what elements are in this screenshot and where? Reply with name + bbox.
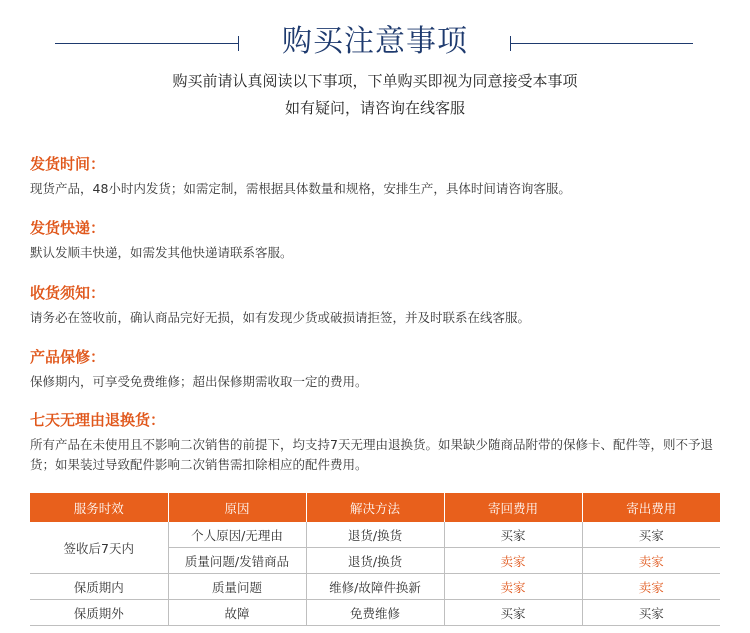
table-cell-period: 保质期外 (30, 600, 168, 626)
table-cell-ship-fee: 卖家 (582, 548, 720, 574)
section-text: 保修期内，可享受免费维修；超出保修期需收取一定的费用。 (30, 374, 368, 389)
section-title: 产品保修： (30, 348, 106, 366)
table-row (30, 600, 720, 626)
table-cell-ship-fee: 买家 (582, 600, 720, 626)
table-cell-ship-fee: 卖家 (582, 574, 720, 600)
section-title: 收货须知： (30, 284, 106, 302)
section-text: 请务必在签收前，确认商品完好无损，如有发现少货或破损请拒签，并及时联系在线客服。 (30, 310, 531, 325)
table-cell-solution: 维修/故障件换新 (306, 574, 444, 600)
table-cell-period: 保质期内 (30, 574, 168, 600)
section-shipping-time (30, 153, 730, 199)
subtitle-line-2: 如有疑问，请咨询在线客服 (284, 99, 465, 117)
table-cell-reason: 故障 (168, 600, 306, 626)
title-divider-right (510, 43, 693, 44)
section-warranty (30, 346, 730, 392)
table-cell-return-fee: 买家 (444, 522, 582, 548)
header-return-fee: 寄回费用 (444, 493, 582, 522)
table-cell-return-fee: 卖家 (444, 574, 582, 600)
section-title: 发货快递： (30, 219, 106, 237)
section-text: 现货产品，48小时内发货；如需定制，需根据具体数量和规格，安排生产，具体时间请咨询客服。 (30, 181, 571, 196)
subtitle-line-1: 购买前请认真阅读以下事项，下单购买即视为同意接受本事项 (172, 72, 578, 90)
header-service-period: 服务时效 (30, 493, 168, 522)
section-text: 所有产品在未使用且不影响二次销售的前提下，均支持7天无理由退换货。如果缺少随商品附带的保修卡、配件等，则不予退货；如果装过导致配件影响二次销售需扣除相应的配件费用。 (30, 437, 713, 472)
section-courier (30, 217, 730, 263)
table-cell-period: 签收后7天内 (30, 522, 168, 574)
page-title: 购买注意事项 (282, 24, 468, 59)
table-row (30, 574, 720, 600)
header-reason: 原因 (168, 493, 306, 522)
section-returns (30, 409, 730, 475)
section-text: 默认发顺丰快递，如需发其他快递请联系客服。 (30, 245, 293, 260)
table-cell-return-fee: 买家 (444, 600, 582, 626)
table-cell-return-fee: 卖家 (444, 548, 582, 574)
section-title: 发货时间： (30, 155, 106, 173)
table-cell-reason: 质量问题 (168, 574, 306, 600)
table-cell-ship-fee: 买家 (582, 522, 720, 548)
table-cell-solution: 免费维修 (306, 600, 444, 626)
section-receiving (30, 282, 730, 328)
table-header-row (30, 493, 720, 522)
header-ship-fee: 寄出费用 (582, 493, 720, 522)
section-title: 七天无理由退换货： (30, 411, 166, 429)
page-header (0, 0, 750, 130)
table-cell-solution: 退货/换货 (306, 522, 444, 548)
table-row (30, 522, 720, 548)
table-cell-reason: 个人原因/无理由 (168, 522, 306, 548)
table-cell-reason: 质量问题/发错商品 (168, 548, 306, 574)
header-solution: 解决方法 (306, 493, 444, 522)
service-table (30, 493, 720, 626)
table-cell-solution: 退货/换货 (306, 548, 444, 574)
